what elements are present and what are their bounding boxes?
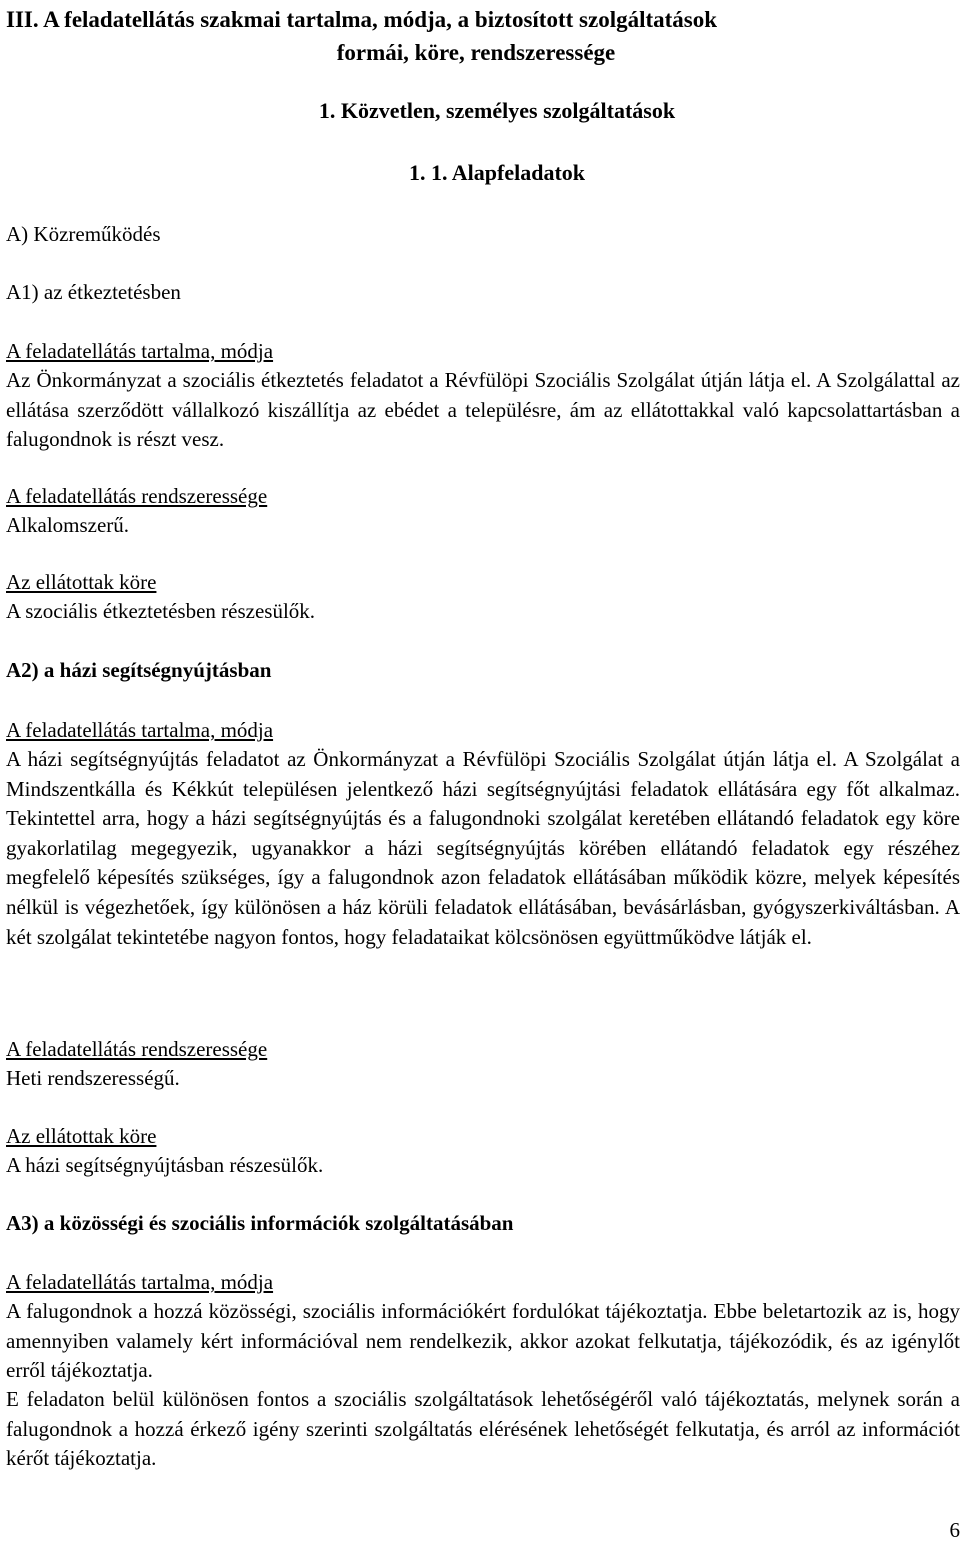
a1-regularity-heading: A feladatellátás rendszeressége: [6, 484, 268, 508]
a2-recipients-heading: Az ellátottak köre: [6, 1124, 157, 1148]
a2-content-paragraph: A házi segítségnyújtás feladatot az Önkormányzat a Révfülöpi Szociális Szolgálat útján látja el. A Szolgálat a Mindszentkálla és Kékkút településen jelentkező házi segítségnyújtási feladatok ellátására egy főt alkalmaz. Tekintettel arra, hogy a házi segítségnyújtás és a falugondnoki szolgálat keretében ellátandó feladatok egy köre gyakorlatilag megegyezik, ugyanakkor a házi segítségnyújtás körében ellátandó feladatok egy részéhez megfelelő képesítés szükséges, így a falugondnok azon feladatok ellátásában működik közre, melyek képesítés nélkül is végezhetőek, így különösen a ház körüli feladatok ellátásában, bevásárlásban, gyógyszerkiváltásban. A két szolgálat tekintetébe nagyon fontos, hogy feladataikat kölcsönösen együttműködve látják el.: [6, 747, 960, 949]
a3-content-paragraph-2: E feladaton belül különösen fontos a szociális szolgáltatások lehetőségéről való tájékoztatás, melynek során a falugondnok a hozzá érkező igény szerinti szolgáltatás elérésének lehetőségét felkutatja, és arról az információt kérőt tájékoztatja.: [6, 1387, 960, 1471]
a3-content-paragraph-1: A falugondnok a hozzá közösségi, szociális információkért fordulókat tájékoztatja. Ebbe beletartozik az is, hogy amennyiben valamely kért információval nem rendelkezik, akkor azokat felkutatja, tájékozódik, és az igénylőt erről tájékoztatja.: [6, 1299, 960, 1383]
a2-heading: A2) a házi segítségnyújtásban: [6, 658, 272, 682]
chapter-title: [6, 3, 960, 69]
a2-recipients-text: A házi segítségnyújtásban részesülők.: [6, 1153, 324, 1177]
a1-recipients-text: A szociális étkeztetésben részesülők.: [6, 599, 316, 623]
a1-recipients-heading: Az ellátottak köre: [6, 570, 157, 594]
a2-regularity-text: Heti rendszerességű.: [6, 1066, 180, 1090]
section-title: 1. Közvetlen, személyes szolgáltatások: [318, 98, 676, 123]
page-number: 6: [949, 1518, 960, 1542]
a3-content-heading: A feladatellátás tartalma, módja: [6, 1270, 274, 1294]
chapter-title-line-2: formái, köre, rendszeressége: [336, 40, 616, 65]
a1-regularity-text: Alkalomszerű.: [6, 513, 130, 537]
group-a-heading: A) Közreműködés: [6, 222, 161, 246]
a1-heading: A1) az étkeztetésben: [6, 280, 181, 304]
a2-content-heading: A feladatellátás tartalma, módja: [6, 718, 274, 742]
a3-heading: A3) a közösségi és szociális információk szolgáltatásában: [6, 1211, 514, 1235]
subsection-title: 1. 1. Alapfeladatok: [408, 160, 586, 185]
chapter-title-line-1: III. A feladatellátás szakmai tartalma, módja, a biztosított szolgáltatások: [6, 7, 718, 32]
a2-regularity-heading: A feladatellátás rendszeressége: [6, 1037, 268, 1061]
a1-content-paragraph: Az Önkormányzat a szociális étkeztetés feladatot a Révfülöpi Szociális Szolgálat útján látja el. A Szolgálattal az ellátása szerződött vállalkozó kiszállítja az ebédet a településre, ám az ellátottakkal való kapcsolattartásban a falugondnok is részt vesz.: [6, 368, 960, 452]
a1-content-heading: A feladatellátás tartalma, módja: [6, 339, 274, 363]
